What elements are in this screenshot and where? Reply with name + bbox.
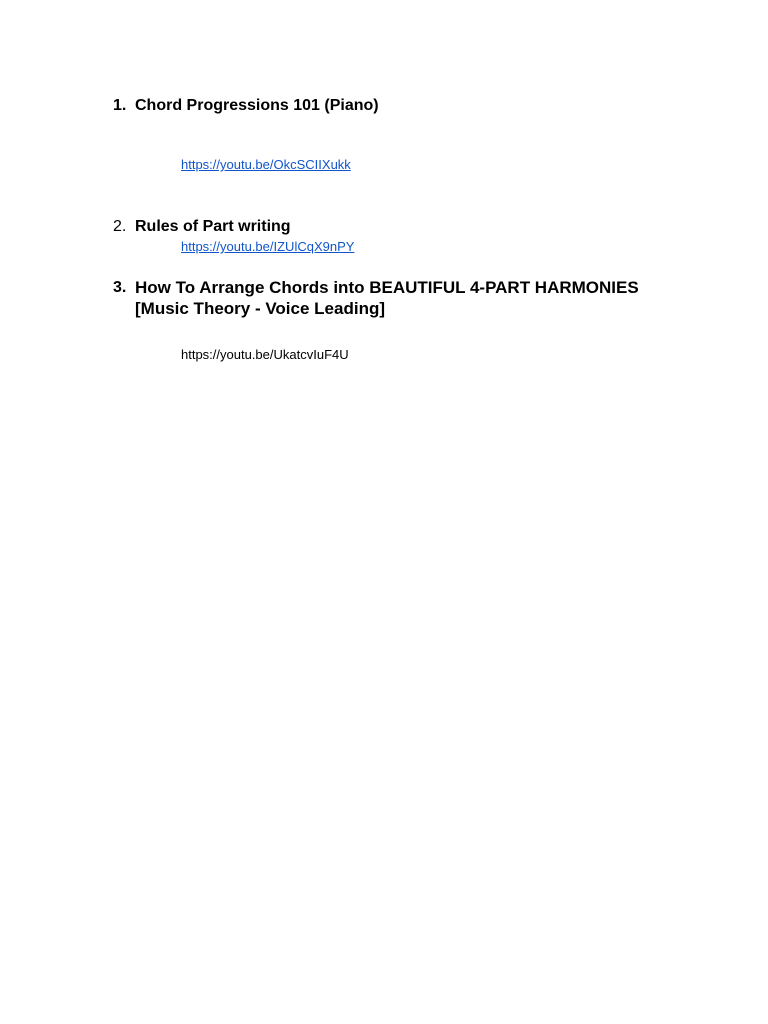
list-item — [113, 95, 713, 185]
video-link[interactable]: https://youtu.be/IZUlCqX9nPY — [181, 239, 355, 254]
list-item-title: Rules of Part writing — [135, 218, 291, 235]
video-link-text: https://youtu.be/UkatcvIuF4U — [181, 347, 349, 362]
list-item-number: 3. — [113, 279, 127, 296]
video-link[interactable]: https://youtu.be/OkcSCIIXukk — [181, 157, 351, 172]
list-item-title: How To Arrange Chords into BEAUTIFUL 4-PART HARMONIES [Music Theory - Voice Leading] — [135, 278, 639, 318]
list-item-number: 1. — [113, 97, 127, 114]
list-item-number: 2. — [113, 218, 127, 235]
list-item — [113, 277, 713, 372]
list-item-title: Chord Progressions 101 (Piano) — [135, 97, 379, 114]
list-item — [113, 216, 713, 261]
